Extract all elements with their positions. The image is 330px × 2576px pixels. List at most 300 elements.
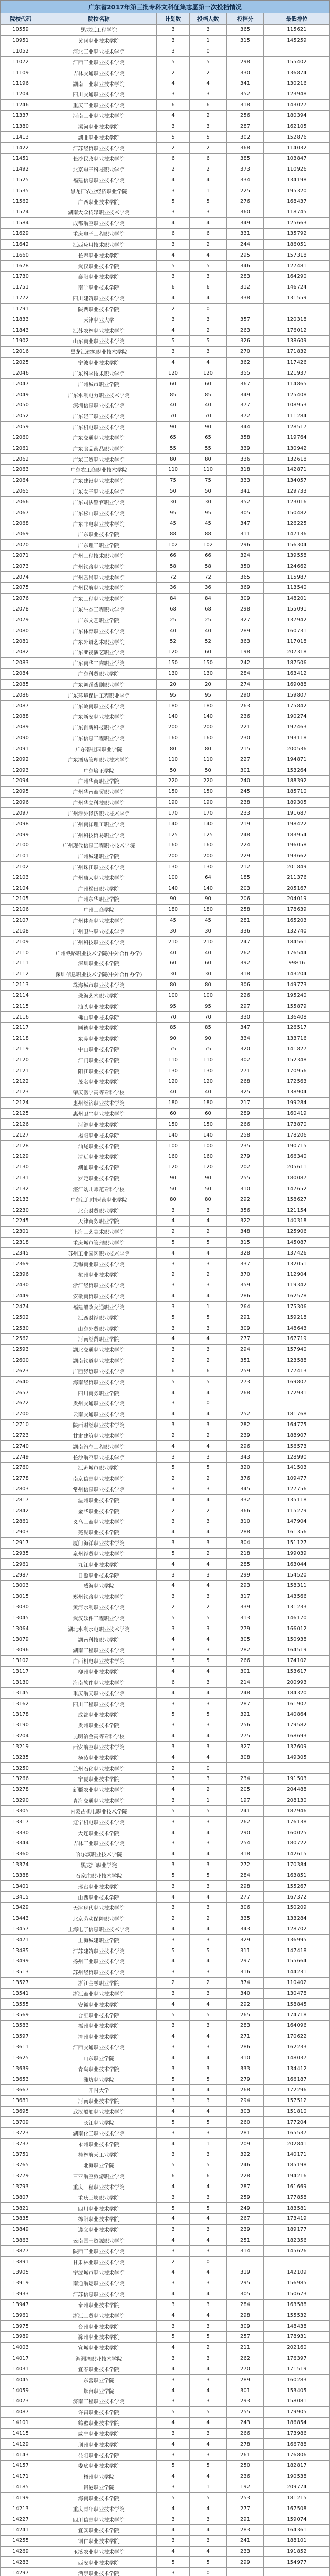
- cell-score: 268: [227, 1076, 264, 1087]
- table-row: [0, 2063, 330, 2074]
- cell-code: 13765: [0, 2160, 41, 2171]
- cell-rank: [264, 46, 330, 57]
- cell-plan: 88: [157, 529, 190, 540]
- cell-code: 12085: [0, 680, 41, 690]
- cell-score: 331: [227, 229, 264, 240]
- cell-rank: 125408: [264, 389, 330, 400]
- cell-plan: 3: [157, 2429, 190, 2439]
- cell-code: 13681: [0, 2096, 41, 2107]
- cell-plan: 4: [157, 1924, 190, 1935]
- cell-code: 13779: [0, 2171, 41, 2182]
- cell-score: 312: [227, 282, 264, 293]
- cell-plan: 3: [157, 1903, 190, 1913]
- cell-code: 14241: [0, 2525, 41, 2536]
- cell-name: 滁州职业技术学院: [41, 2332, 157, 2343]
- cell-name: 福建船政交通职业学院: [41, 1302, 157, 1313]
- cell-admitted: 1: [190, 185, 227, 196]
- table-row: [0, 2278, 330, 2289]
- cell-code: 12083: [0, 658, 41, 669]
- cell-admitted: 4: [190, 2214, 227, 2225]
- cell-score: 236: [227, 711, 264, 722]
- cell-plan: 3: [157, 2300, 190, 2311]
- cell-plan: 4: [157, 1216, 190, 1227]
- cell-rank: 118745: [264, 207, 330, 218]
- table-row: [0, 733, 330, 744]
- cell-name: 荆州职业技术学院: [41, 2439, 157, 2450]
- cell-plan: 4: [157, 1248, 190, 1259]
- cell-score: 316: [227, 1967, 264, 1978]
- cell-code: 12087: [0, 701, 41, 711]
- cell-rank: 177204: [264, 2117, 330, 2128]
- cell-name: 南京信息职业技术学院: [41, 1473, 157, 1484]
- cell-admitted: 4: [190, 293, 227, 304]
- cell-code: 12657: [0, 1387, 41, 1398]
- cell-code: 12700: [0, 1409, 41, 1420]
- cell-admitted: 40: [190, 1087, 227, 1098]
- cell-code: 13305: [0, 1806, 41, 1817]
- cell-admitted: 3: [190, 1420, 227, 1431]
- cell-admitted: 3: [190, 1205, 227, 1216]
- cell-code: 12073: [0, 561, 41, 572]
- cell-score: 263: [227, 701, 264, 711]
- cell-score: 315: [227, 36, 264, 46]
- cell-name: 襄阳职业技术学院: [41, 272, 157, 282]
- cell-admitted: 64: [190, 872, 227, 883]
- table-row: [0, 551, 330, 562]
- cell-score: 256: [227, 111, 264, 122]
- cell-rank: 204019: [264, 894, 330, 905]
- cell-code: 13863: [0, 2235, 41, 2246]
- cell-plan: 3: [157, 1623, 190, 1634]
- cell-name: 黄冈职业技术学院: [41, 36, 157, 46]
- table-row: [0, 1345, 330, 1355]
- cell-rank: 198422: [264, 819, 330, 829]
- cell-code: 13145: [0, 1688, 41, 1699]
- cell-code: 13709: [0, 2117, 41, 2128]
- cell-code: 14059: [0, 2385, 41, 2396]
- cell-score: 374: [227, 1978, 264, 1989]
- cell-code: 12778: [0, 1473, 41, 1484]
- cell-admitted: 3: [190, 1259, 227, 1269]
- table-row: [0, 2181, 330, 2192]
- cell-admitted: 3: [190, 1570, 227, 1581]
- cell-admitted: 4: [190, 1495, 227, 1505]
- cell-code: 12106: [0, 905, 41, 916]
- cell-rank: 194871: [264, 754, 330, 765]
- cell-rank: 103847: [264, 154, 330, 164]
- cell-plan: 190: [157, 798, 190, 808]
- cell-rank: 173419: [264, 2214, 330, 2225]
- table-row: [0, 422, 330, 433]
- cell-rank: 149773: [264, 980, 330, 991]
- cell-plan: 4: [157, 1752, 190, 1763]
- cell-rank: 184561: [264, 937, 330, 947]
- cell-rank: 114032: [264, 143, 330, 154]
- cell-code: 13569: [0, 2010, 41, 2021]
- cell-plan: 3: [157, 1516, 190, 1527]
- cell-code: 12096: [0, 798, 41, 808]
- cell-rank: 185710: [264, 787, 330, 798]
- cell-name: 长江职业学院: [41, 2117, 157, 2128]
- cell-plan: 102: [157, 540, 190, 551]
- cell-name: 天津现代职业技术学院: [41, 1903, 157, 1913]
- cell-rank: 157512: [264, 2096, 330, 2107]
- cell-score: 284: [227, 1870, 264, 1881]
- cell-rank: 185198: [264, 2160, 330, 2171]
- cell-rank: 111284: [264, 411, 330, 422]
- cell-name: 永州职业技术学院: [41, 2139, 157, 2149]
- cell-rank: 117426: [264, 358, 330, 368]
- cell-score: 334: [227, 1033, 264, 1044]
- cell-score: 372: [227, 411, 264, 422]
- cell-code: 12987: [0, 1570, 41, 1581]
- table-row: [0, 358, 330, 368]
- cell-name: 柳州职业技术学院: [41, 1667, 157, 1677]
- cell-rank: 204488: [264, 1785, 330, 1795]
- cell-rank: 159807: [264, 690, 330, 701]
- cell-code: 13877: [0, 2246, 41, 2257]
- cell-rank: 150482: [264, 507, 330, 518]
- cell-plan: 5: [157, 1613, 190, 1624]
- table-row: [0, 680, 330, 690]
- cell-rank: 137426: [264, 1248, 330, 1259]
- cell-code: 13360: [0, 1849, 41, 1860]
- cell-rank: 211376: [264, 872, 330, 883]
- cell-plan: 55: [157, 443, 190, 454]
- cell-score: 359: [227, 1280, 264, 1291]
- cell-name: 广州体育职业技术学院: [41, 916, 157, 926]
- cell-plan: 4: [157, 1495, 190, 1505]
- cell-code: 13003: [0, 1581, 41, 1591]
- cell-code: 12076: [0, 594, 41, 604]
- table-row: [0, 1688, 330, 1699]
- table-row: [0, 1248, 330, 1259]
- cell-plan: 40: [157, 947, 190, 958]
- cell-rank: 125906: [264, 1227, 330, 1238]
- cell-score: 283: [227, 2525, 264, 2536]
- cell-score: 221: [227, 722, 264, 733]
- table-row: [0, 2171, 330, 2182]
- cell-rank: 152876: [264, 132, 330, 143]
- table-row: [0, 379, 330, 389]
- cell-plan: 3: [157, 1452, 190, 1463]
- table-row: [0, 1945, 330, 1956]
- cell-rank: 148037: [264, 2053, 330, 2064]
- cell-name: 重庆青年职业技术学院: [41, 2503, 157, 2514]
- cell-code: 12082: [0, 647, 41, 658]
- cell-name: 长沙航空职业技术学院: [41, 1452, 157, 1463]
- cell-name: 广东亚视演艺职业学院: [41, 647, 157, 658]
- cell-name: 宁波职业技术学院: [41, 358, 157, 368]
- cell-code: 12129: [0, 1151, 41, 1162]
- cell-plan: 2: [157, 1602, 190, 1613]
- cell-name: 泉州经贸职业技术学院: [41, 1549, 157, 1560]
- cell-admitted: 4: [190, 2267, 227, 2278]
- cell-rank: 191503: [264, 1774, 330, 1785]
- table-row: [0, 1173, 330, 1184]
- cell-admitted: 3: [190, 2042, 227, 2053]
- cell-admitted: 4: [190, 1409, 227, 1420]
- cell-code: 13527: [0, 1978, 41, 1989]
- cell-rank: 164775: [264, 1420, 330, 1431]
- cell-admitted: 5: [190, 1656, 227, 1667]
- cell-plan: 4: [157, 2418, 190, 2429]
- cell-name: 山东商业职业技术学院: [41, 336, 157, 347]
- table-row: [0, 669, 330, 680]
- cell-name: 四川职业技术学院: [41, 2203, 157, 2214]
- table-row: [0, 1667, 330, 1677]
- cell-name: 北海职业学院: [41, 2160, 157, 2171]
- cell-rank: 138904: [264, 1087, 330, 1098]
- cell-plan: 65: [157, 432, 190, 443]
- cell-score: 320: [227, 1044, 264, 1055]
- cell-name: 北京劳动保障职业学院: [41, 1913, 157, 1924]
- cell-code: 13975: [0, 2321, 41, 2332]
- cell-rank: 152348: [264, 1055, 330, 1066]
- cell-rank: 162233: [264, 2042, 330, 2053]
- cell-plan: 5: [157, 2493, 190, 2503]
- cell-rank: 153405: [264, 2385, 330, 2396]
- cell-name: 河南经贸职业学院: [41, 1334, 157, 1345]
- cell-score: 373: [227, 164, 264, 175]
- cell-rank: 167372: [264, 1892, 330, 1903]
- cell-name: 云南交通职业技术学院: [41, 1409, 157, 1420]
- cell-score: 198: [227, 647, 264, 658]
- cell-rank: 128702: [264, 1924, 330, 1935]
- table-row: [0, 2225, 330, 2235]
- cell-name: 江西财经职业学院: [41, 1312, 157, 1323]
- cell-name: 广东职业技术学院: [41, 529, 157, 540]
- cell-score: 305: [227, 507, 264, 518]
- cell-name: 杭州职业技术学院: [41, 1269, 157, 1280]
- table-row: [0, 336, 330, 347]
- cell-rank: 147136: [264, 529, 330, 540]
- cell-code: 12600: [0, 1355, 41, 1366]
- cell-admitted: 160: [190, 840, 227, 851]
- cell-code: 13849: [0, 2225, 41, 2235]
- cell-plan: 3: [157, 314, 190, 325]
- cell-code: 11109: [0, 67, 41, 78]
- cell-name: 广东文艺职业学院: [41, 615, 157, 626]
- cell-name: 芜湖职业技术学院: [41, 1527, 157, 1538]
- cell-score: 211: [227, 2343, 264, 2353]
- cell-name: 东莞职业技术学院: [41, 1033, 157, 1044]
- cell-admitted: 95: [190, 690, 227, 701]
- cell-code: 12097: [0, 808, 41, 819]
- cell-score: 258: [227, 1130, 264, 1141]
- cell-admitted: 80: [190, 743, 227, 754]
- cell-name: 四川交通职业技术学院: [41, 89, 157, 100]
- cell-rank: 155664: [264, 1956, 330, 1967]
- cell-code: 12089: [0, 722, 41, 733]
- cell-plan: 3: [157, 240, 190, 250]
- cell-name: 广东体育职业技术学院: [41, 625, 157, 636]
- cell-score: 385: [227, 154, 264, 164]
- cell-name: 梧州职业学院: [41, 2471, 157, 2482]
- cell-score: 318: [227, 100, 264, 111]
- cell-code: 12530: [0, 1323, 41, 1334]
- cell-rank: [264, 1398, 330, 1409]
- cell-rank: 153617: [264, 1667, 330, 1677]
- cell-rank: 195320: [264, 185, 330, 196]
- cell-admitted: 2: [190, 1269, 227, 1280]
- cell-name: 台州职业技术学院: [41, 2321, 157, 2332]
- table-row: [0, 2536, 330, 2547]
- cell-rank: 189305: [264, 798, 330, 808]
- cell-admitted: 4: [190, 2085, 227, 2096]
- table-row: [0, 1065, 330, 1076]
- cell-name: 武汉职业技术学院: [41, 261, 157, 272]
- cell-admitted: 95: [190, 1001, 227, 1012]
- table-row: [0, 1720, 330, 1731]
- table-row: [0, 647, 330, 658]
- cell-code: 12760: [0, 1463, 41, 1473]
- cell-name: 广东交通职业技术学院: [41, 432, 157, 443]
- cell-score: 283: [227, 272, 264, 282]
- cell-score: 265: [227, 2010, 264, 2021]
- cell-code: 12230: [0, 1205, 41, 1216]
- cell-plan: 45: [157, 916, 190, 926]
- cell-admitted: 3: [190, 207, 227, 218]
- cell-code: 11492: [0, 164, 41, 175]
- cell-plan: 4: [157, 2289, 190, 2300]
- cell-name: 广东南华工商职业学院: [41, 658, 157, 669]
- table-row: [0, 347, 330, 358]
- cell-admitted: 3: [190, 2300, 227, 2311]
- cell-score: 301: [227, 765, 264, 776]
- cell-score: 249: [227, 2203, 264, 2214]
- cell-score: 270: [227, 347, 264, 358]
- cell-code: 12124: [0, 1098, 41, 1109]
- cell-code: 13933: [0, 2289, 41, 2300]
- cell-rank: 181215: [264, 2493, 330, 2503]
- cell-admitted: 4: [190, 1752, 227, 1763]
- table-row: [0, 2418, 330, 2429]
- cell-score: 212: [227, 862, 264, 873]
- table-row: [0, 1012, 330, 1023]
- cell-score: 235: [227, 1141, 264, 1151]
- table-row: [0, 2568, 330, 2576]
- cell-plan: 80: [157, 1194, 190, 1205]
- cell-name: 广东岭南职业技术学院: [41, 701, 157, 711]
- cell-name: 青海交通职业技术学院: [41, 1795, 157, 1806]
- cell-plan: 4: [157, 325, 190, 336]
- cell-admitted: 3: [190, 1623, 227, 1634]
- cell-code: 12093: [0, 765, 41, 776]
- cell-plan: 160: [157, 1151, 190, 1162]
- cell-plan: 4: [157, 1667, 190, 1677]
- cell-name: 潍坊职业学院: [41, 2074, 157, 2085]
- table-row: [0, 486, 330, 497]
- cell-code: 12593: [0, 1345, 41, 1355]
- cell-admitted: 90: [190, 1173, 227, 1184]
- cell-score: 228: [227, 2171, 264, 2182]
- cell-plan: 3: [157, 2021, 190, 2031]
- cell-name: 福州职业技术学院: [41, 2021, 157, 2031]
- cell-rank: 148201: [264, 594, 330, 604]
- cell-name: 重庆工程职业技术学院: [41, 2181, 157, 2192]
- cell-rank: 143027: [264, 100, 330, 111]
- cell-admitted: 4: [190, 2235, 227, 2246]
- cell-score: 227: [227, 754, 264, 765]
- cell-admitted: 4: [190, 2364, 227, 2375]
- cell-score: 350: [227, 561, 264, 572]
- cell-code: 12935: [0, 1549, 41, 1560]
- cell-code: 12623: [0, 1366, 41, 1377]
- cell-code: 12119: [0, 1044, 41, 1055]
- cell-admitted: 3: [190, 2192, 227, 2203]
- cell-code: 12060: [0, 432, 41, 443]
- cell-name: 日照职业技术学院: [41, 1570, 157, 1581]
- cell-admitted: 4: [190, 1216, 227, 1227]
- cell-plan: 3: [157, 2246, 190, 2257]
- cell-plan: 3: [157, 1742, 190, 1753]
- cell-score: 289: [227, 1109, 264, 1120]
- cell-score: 206: [227, 894, 264, 905]
- table-row: [0, 2364, 330, 2375]
- table-row: [0, 2332, 330, 2343]
- cell-name: 浙江金融职业学院: [41, 1978, 157, 1989]
- cell-name: 深圳信息职业技术学院: [41, 400, 157, 411]
- cell-name: 深圳信息职业技术学院(中外合作办学): [41, 969, 157, 980]
- cell-score: 377: [227, 400, 264, 411]
- cell-admitted: 3: [190, 2225, 227, 2235]
- cell-admitted: 3: [190, 1742, 227, 1753]
- cell-code: 12095: [0, 787, 41, 798]
- cell-admitted: 80: [190, 980, 227, 991]
- cell-rank: 124662: [264, 561, 330, 572]
- table-row: [0, 36, 330, 46]
- cell-rank: 143566: [264, 1591, 330, 1602]
- cell-code: 12917: [0, 1538, 41, 1549]
- cell-name: 惠州卫生职业技术学院: [41, 1109, 157, 1120]
- cell-code: 12078: [0, 604, 41, 615]
- cell-score: 319: [227, 2267, 264, 2278]
- cell-admitted: 6: [190, 2171, 227, 2182]
- cell-plan: 60: [157, 958, 190, 969]
- cell-code: 13278: [0, 1785, 41, 1795]
- cell-score: 368: [227, 143, 264, 154]
- cell-score: 259: [227, 1366, 264, 1377]
- cell-code: 11843: [0, 325, 41, 336]
- cell-score: 262: [227, 2353, 264, 2364]
- table-row: [0, 1216, 330, 1227]
- cell-code: 11204: [0, 89, 41, 100]
- cell-code: 12062: [0, 454, 41, 465]
- cell-plan: 5: [157, 57, 190, 67]
- cell-plan: 5: [157, 196, 190, 207]
- cell-plan: 3: [157, 2482, 190, 2493]
- table-row: [0, 2117, 330, 2128]
- cell-admitted: 3: [190, 1903, 227, 1913]
- table-row: [0, 1355, 330, 1366]
- cell-code: 12125: [0, 1109, 41, 1120]
- cell-name: 湖北交通职业技术学院: [41, 1345, 157, 1355]
- table-body: [0, 25, 330, 2576]
- cell-score: 292: [227, 1194, 264, 1205]
- cell-score: 185: [227, 872, 264, 883]
- cell-admitted: 4: [190, 2310, 227, 2321]
- cell-admitted: 2: [190, 143, 227, 154]
- cell-name: 广东食品药品职业学院: [41, 443, 157, 454]
- table-row: [0, 1323, 330, 1334]
- cell-rank: 207318: [264, 647, 330, 658]
- table-row: [0, 304, 330, 315]
- cell-plan: 4: [157, 2547, 190, 2557]
- cell-name: 兰州石化职业技术学院: [41, 1763, 157, 1774]
- cell-plan: 68: [157, 604, 190, 615]
- cell-code: 12116: [0, 1012, 41, 1023]
